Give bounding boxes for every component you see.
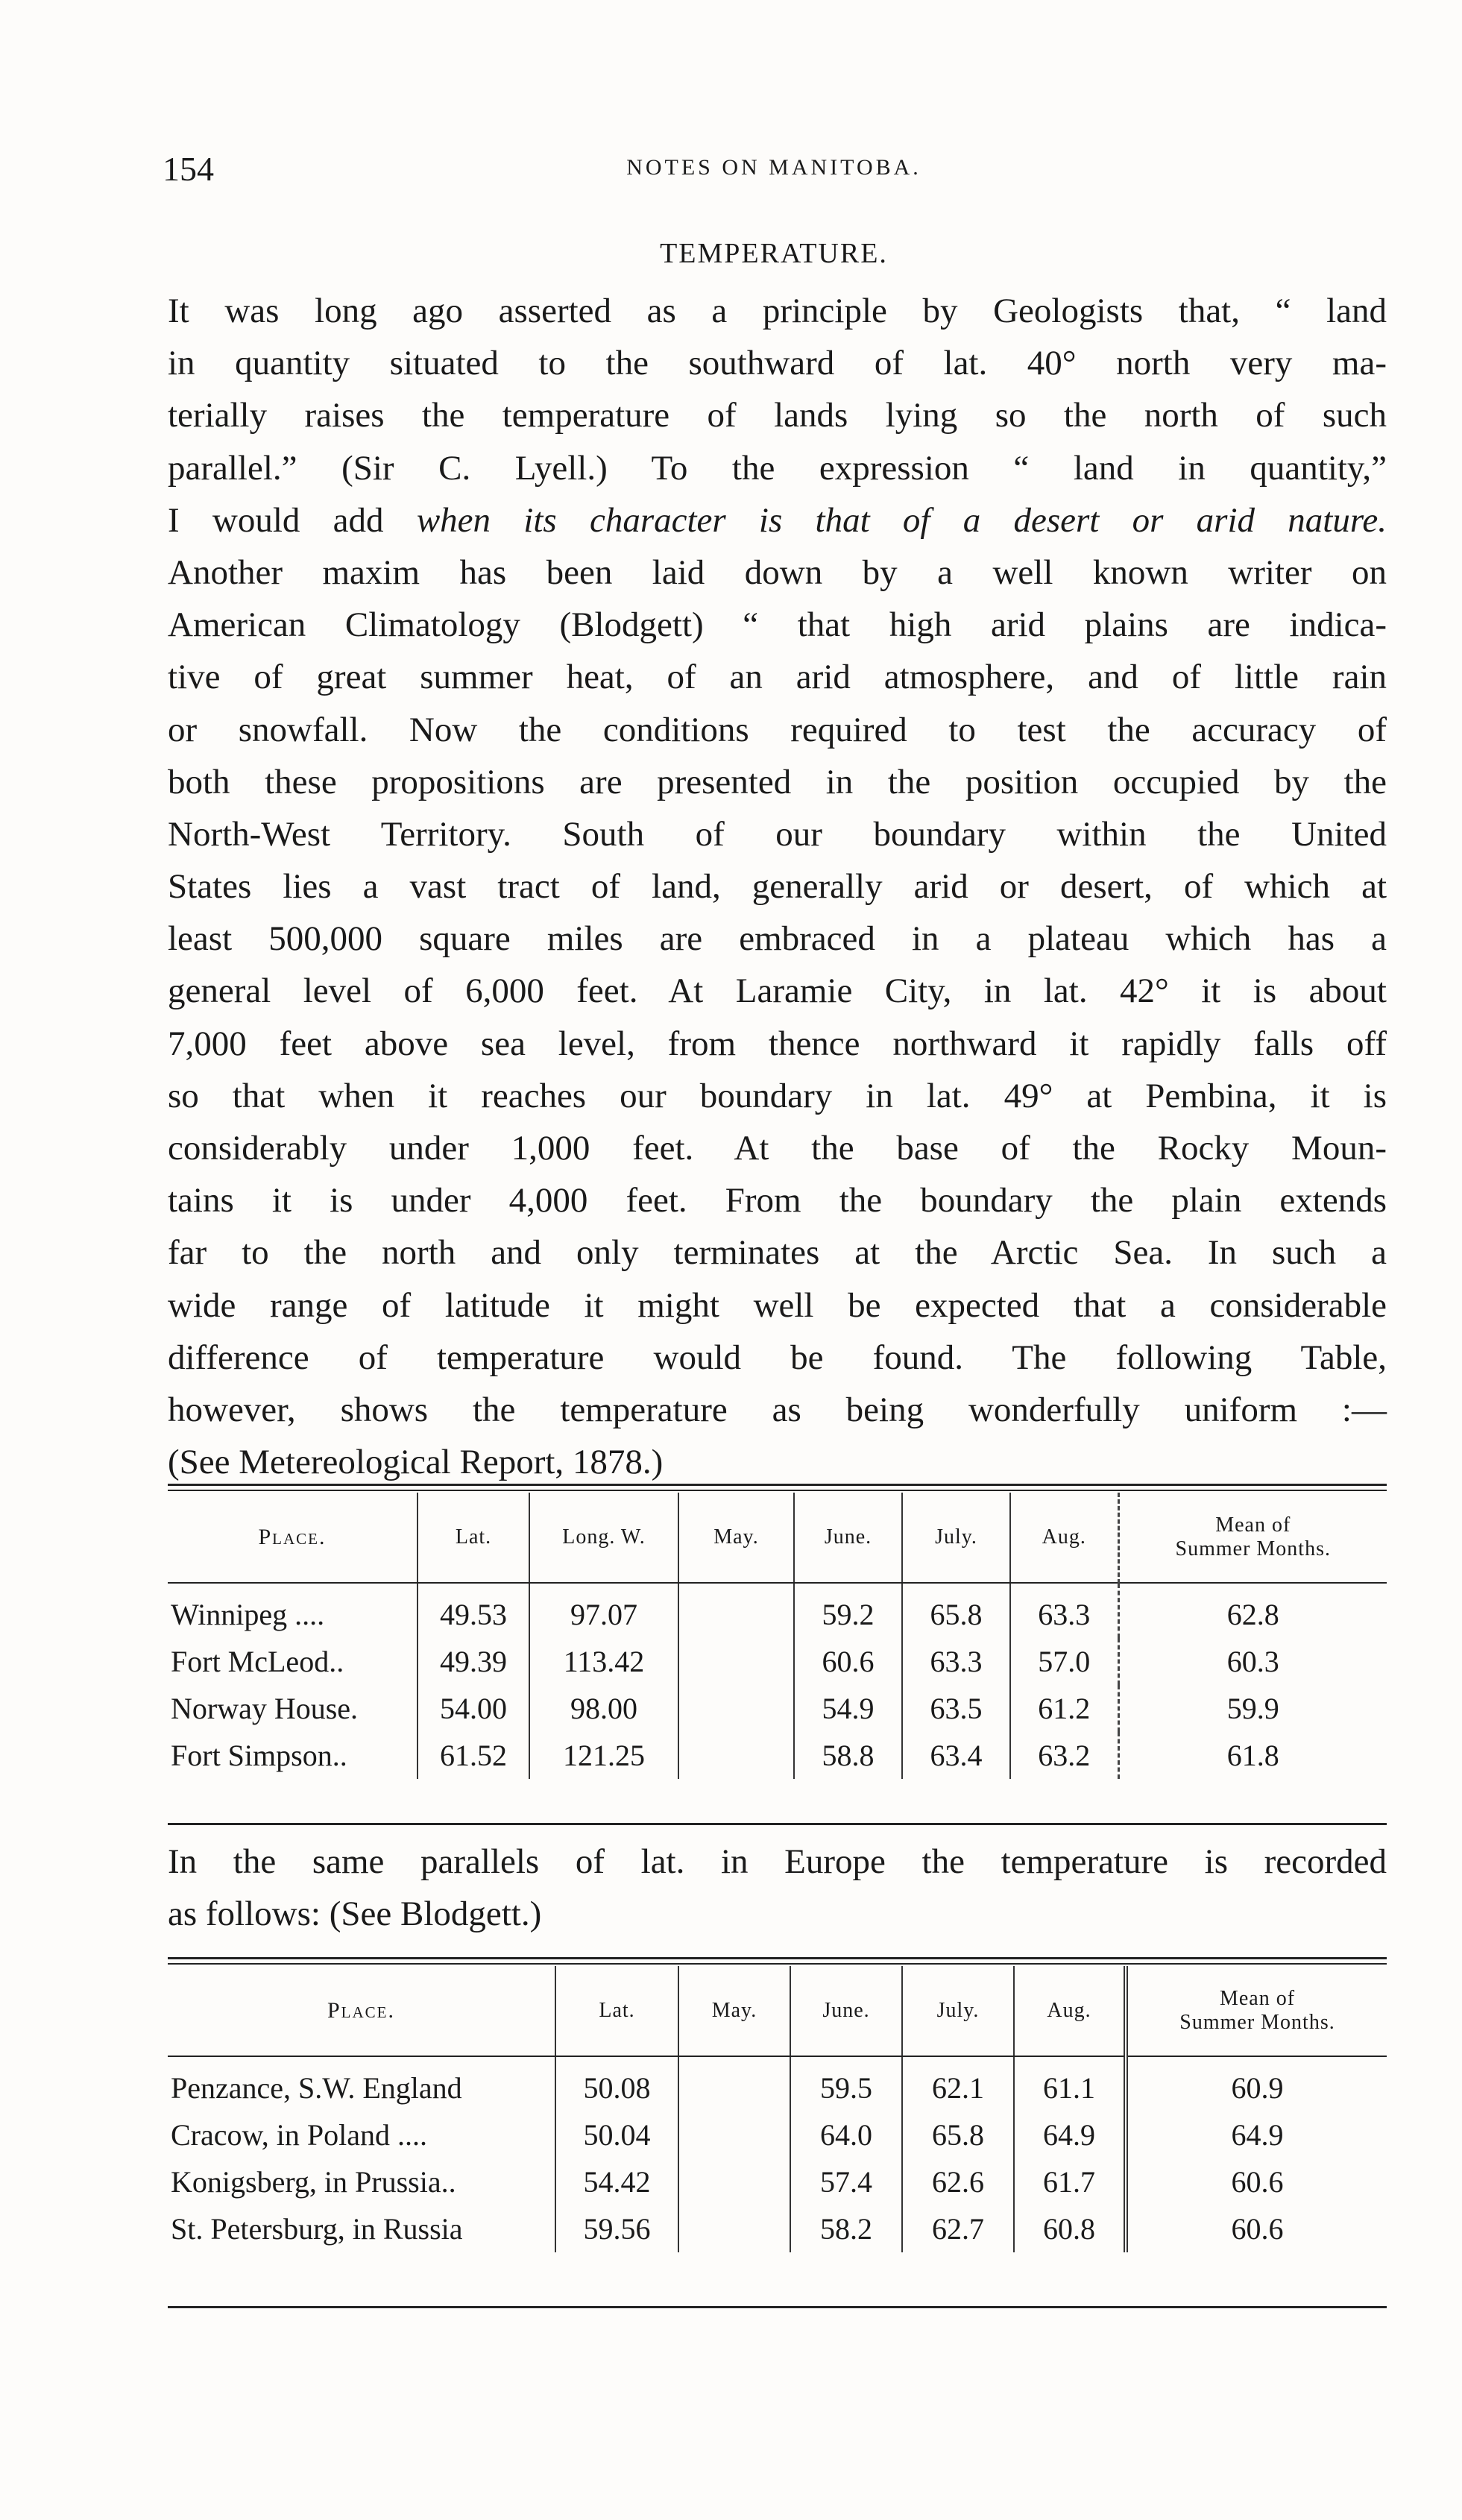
table-cell: 54.00 [418,1685,529,1732]
text-line: parallel.” (Sir C. Lyell.) To the expression “ land in quantity,” [168,448,1387,488]
text-line: North-West Territory. South of our boundary within the United [168,814,1387,854]
table-cell: St. Petersburg, in Russia [171,2212,463,2246]
table-header-row [168,1493,1387,1583]
table-rule [168,1484,1387,1486]
table-cell: 50.04 [555,2111,678,2158]
column-header: Aug. [1014,1966,1126,2056]
table-cell: 64.9 [1126,2111,1387,2158]
table-rule [168,1823,1387,1825]
table-cell: Penzance, S.W. England [171,2071,462,2105]
text-line: In the same parallels of lat. in Europe the temperature is recorded [168,1842,1387,1881]
text-line: American Climatology (Blodgett) “ that high arid plains are indica- [168,605,1387,645]
table-cell: 58.2 [790,2205,902,2252]
header-line: Mean of [1219,1987,1296,2010]
column-header: June. [794,1493,902,1583]
table-cell: 64.9 [1014,2111,1126,2158]
table-cell: 61.52 [418,1732,529,1779]
table-cell: 63.4 [902,1732,1010,1779]
table-cell: 58.8 [794,1732,902,1779]
column-header: Lat. [418,1493,529,1583]
text-segment: I would add [168,500,417,540]
table-cell: 62.8 [1118,1583,1387,1638]
table-cell: 65.8 [902,2111,1014,2158]
table-cell: 61.7 [1014,2158,1126,2205]
table-cell: 63.3 [902,1638,1010,1685]
column-header [1118,1493,1387,1583]
table-cell: 57.4 [790,2158,902,2205]
column-header: Place. [168,1493,418,1583]
table-row [168,1732,1387,1779]
table-cell: 50.08 [555,2056,678,2111]
table-cell: Norway House. [171,1692,359,1725]
table-cell: 54.9 [794,1685,902,1732]
text-line: considerably under 1,000 feet. At the base of the Rocky Moun- [168,1129,1387,1168]
text-line: States lies a vast tract of land, generally arid or desert, of which at [168,867,1387,907]
text-line: in quantity situated to the southward of lat. 40° north very ma- [168,344,1387,383]
table-cell: 54.42 [555,2158,678,2205]
page-header [163,149,1385,201]
header-line: Mean of [1215,1513,1291,1537]
table-cell: 63.5 [902,1685,1010,1732]
table-row [168,1638,1387,1685]
table-row [168,1583,1387,1638]
table-rule [168,2306,1387,2308]
body-paragraph-2 [168,1836,1387,1940]
table-cell: Fort Simpson.. [171,1739,347,1772]
text-line: general level of 6,000 feet. At Laramie City, in lat. 42° it is about [168,971,1387,1011]
table-cell: 63.3 [1010,1583,1118,1638]
table-cell: Cracow, in Poland .... [171,2118,428,2152]
text-line: wide range of latitude it might well be expected that a considerable [168,1285,1387,1325]
table-cell [678,1638,794,1685]
table-cell: 98.00 [529,1685,678,1732]
text-line: as follows: (See Blodgett.) [168,1894,542,1934]
table-cell: 60.6 [1126,2158,1387,2205]
table-row [168,2111,1387,2158]
table-cell: 62.7 [902,2205,1014,2252]
text-line: far to the north and only terminates at the Arctic Sea. In such a [168,1233,1387,1273]
table-cell: 59.2 [794,1583,902,1638]
table-cell [678,1685,794,1732]
table-cell: 59.56 [555,2205,678,2252]
table-cell: 64.0 [790,2111,902,2158]
table-cell [678,1732,794,1779]
table-cell [678,1583,794,1638]
climate-table-europe [168,1966,1387,2252]
section-title: TEMPERATURE. [660,238,888,269]
table-rule [168,1963,1387,1965]
text-line: least 500,000 square miles are embraced in a plateau which has a [168,919,1387,959]
column-header [1126,1966,1387,2056]
table-cell: 113.42 [529,1638,678,1685]
text-line: tive of great summer heat, of an arid atmosphere, and of little rain [168,658,1387,697]
table-cell: 60.6 [794,1638,902,1685]
table-cell: 49.53 [418,1583,529,1638]
table-cell: Konigsberg, in Prussia.. [171,2165,456,2199]
text-line: however, shows the temperature as being wonderfully uniform :— [168,1390,1387,1429]
table-cell: 59.9 [1118,1685,1387,1732]
table-cell: 59.5 [790,2056,902,2111]
column-header: July. [902,1493,1010,1583]
climate-table-north-west [168,1493,1387,1779]
table-rule [168,1490,1387,1491]
column-header: Aug. [1010,1493,1118,1583]
table-cell: 61.2 [1010,1685,1118,1732]
table-cell: 61.1 [1014,2056,1126,2111]
table-cell: 121.25 [529,1732,678,1779]
text-line: so that when it reaches our boundary in lat. 49° at Pembina, it is [168,1076,1387,1115]
text-line: (See Metereological Report, 1878.) [168,1443,664,1482]
table-cell: 63.2 [1010,1732,1118,1779]
table-cell: 49.39 [418,1638,529,1685]
text-line: Another maxim has been laid down by a well known writer on [168,552,1387,592]
table-cell: 65.8 [902,1583,1010,1638]
body-paragraph-1 [168,285,1387,1488]
text-line: It was long ago asserted as a principle by Geologists that, “ land [168,292,1387,330]
table-cell [678,2158,790,2205]
table-cell [678,2111,790,2158]
table-row [168,2205,1387,2252]
page-number: 154 [163,150,214,188]
text-line: 7,000 feet above sea level, from thence northward it rapidly falls off [168,1024,1387,1063]
table-header-row [168,1966,1387,2056]
table-row [168,1685,1387,1732]
table-cell: 60.9 [1126,2056,1387,2111]
table-cell: 57.0 [1010,1638,1118,1685]
running-title: NOTES ON MANITOBA. [626,155,921,180]
text-line [168,494,1387,546]
column-header: Long. W. [529,1493,678,1583]
table-cell: 62.6 [902,2158,1014,2205]
table-cell: Fort McLeod.. [171,1645,344,1678]
table-row [168,2158,1387,2205]
text-line: terially raises the temperature of lands lying so the north of such [168,396,1387,435]
table-cell: Winnipeg .... [171,1598,325,1631]
table-cell [678,2205,790,2252]
table-cell: 97.07 [529,1583,678,1638]
table-cell: 60.8 [1014,2205,1126,2252]
column-header: June. [790,1966,902,2056]
column-header: July. [902,1966,1014,2056]
table-cell: 62.1 [902,2056,1014,2111]
header-line: Summer Months. [1175,1537,1331,1560]
column-header: May. [678,1966,790,2056]
table-cell: 61.8 [1118,1732,1387,1779]
text-line: difference of temperature would be found. The following Table, [168,1338,1387,1377]
table-rule [168,1957,1387,1959]
table-cell: 60.3 [1118,1638,1387,1685]
table-row [168,2056,1387,2111]
column-header: Place. [168,1966,555,2056]
table-cell: 60.6 [1126,2205,1387,2252]
column-header: Lat. [555,1966,678,2056]
text-line: tains it is under 4,000 feet. From the boundary the plain extends [168,1181,1387,1220]
column-header: May. [678,1493,794,1583]
header-line: Summer Months. [1179,2011,1335,2034]
italic-emphasis: when its character is that of a desert or arid nature. [416,500,1387,540]
text-line: or snowfall. Now the conditions required to test the accuracy of [168,710,1387,749]
table-cell [678,2056,790,2111]
text-line: both these propositions are presented in the position occupied by the [168,762,1387,801]
